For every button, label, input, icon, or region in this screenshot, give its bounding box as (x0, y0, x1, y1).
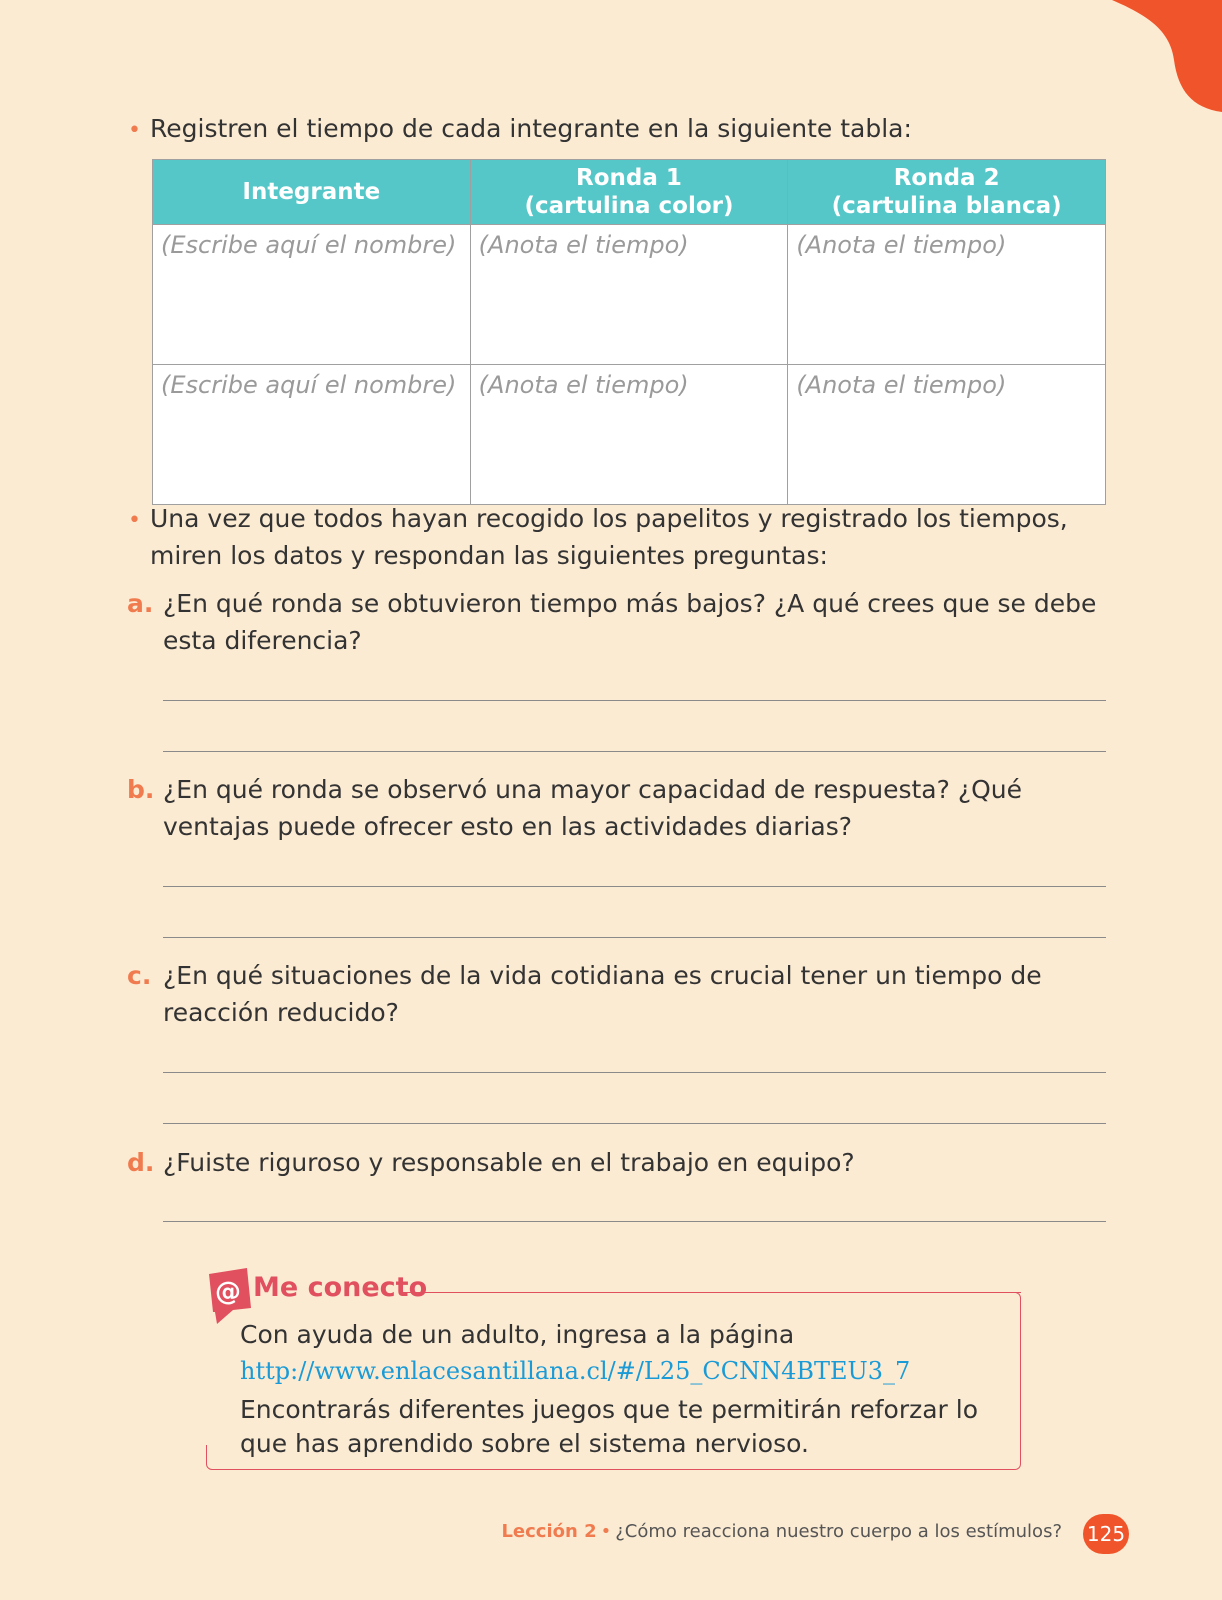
page-footer (501, 1521, 1062, 1542)
answer-line[interactable] (163, 1123, 1106, 1124)
question-c (127, 957, 1107, 1031)
header-ronda-2: Ronda 2 (cartulina blanca) (788, 160, 1106, 225)
connect-instruction: Con ayuda de un adulto, ingresa a la página (240, 1320, 795, 1349)
question-a (127, 585, 1107, 659)
box-top-border (403, 1292, 1021, 1293)
instruction-bullet-2 (128, 500, 1108, 574)
question-text: ¿En qué situaciones de la vida cotidiana es crucial tener un tiempo de reacción reducido? (163, 961, 1042, 1027)
me-conecto-title: Me conecto (253, 1272, 428, 1303)
corner-decoration (1112, 0, 1222, 115)
times-table (152, 159, 1106, 505)
table-row (153, 365, 1106, 505)
answer-line[interactable] (163, 700, 1106, 701)
answer-line[interactable] (163, 937, 1106, 938)
connect-description: Encontrarás diferentes juegos que te permitirán reforzar lo que has aprendido sobre el sistema nervioso. (240, 1395, 979, 1458)
header-ronda-1: Ronda 1 (cartulina color) (470, 160, 788, 225)
bullet-dot: • (128, 508, 141, 533)
svg-text:@: @ (215, 1277, 241, 1307)
bullet-dot: • (128, 118, 141, 143)
question-text: ¿Fuiste riguroso y responsable en el trabajo en equipo? (163, 1148, 855, 1177)
connect-link[interactable]: http://www.enlacesantillana.cl/#/L25_CCNN4BTEU3_7 (240, 1357, 911, 1385)
name-cell[interactable]: (Escribe aquí el nombre) (153, 365, 471, 505)
header-integrante: Integrante (153, 160, 471, 225)
page-number: 125 (1083, 1514, 1129, 1554)
question-text: ¿En qué ronda se obtuvieron tiempo más bajos? ¿A qué crees que se debe esta diferencia? (163, 589, 1097, 655)
instruction-bullet-1 (128, 110, 1108, 149)
question-letter: a. (127, 589, 154, 618)
question-letter: b. (127, 775, 155, 804)
time-cell[interactable]: (Anota el tiempo) (470, 225, 788, 365)
footer-separator: • (600, 1521, 612, 1542)
question-b (127, 771, 1107, 845)
question-d (127, 1144, 1107, 1181)
instruction-text: Una vez que todos hayan recogido los papelitos y registrado los tiempos, miren los datos y respondan las siguientes preguntas: (150, 504, 1068, 570)
answer-line[interactable] (163, 886, 1106, 887)
at-sign-icon (205, 1268, 251, 1324)
time-cell[interactable]: (Anota el tiempo) (788, 365, 1106, 505)
lesson-title: ¿Cómo reacciona nuestro cuerpo a los estímulos? (615, 1521, 1062, 1542)
time-cell[interactable]: (Anota el tiempo) (788, 225, 1106, 365)
answer-line[interactable] (163, 751, 1106, 752)
answer-line[interactable] (163, 1072, 1106, 1073)
table-row (153, 225, 1106, 365)
answer-line[interactable] (163, 1221, 1106, 1222)
name-cell[interactable]: (Escribe aquí el nombre) (153, 225, 471, 365)
question-text: ¿En qué ronda se observó una mayor capacidad de respuesta? ¿Qué ventajas puede ofrecer esto en las actividades diarias? (163, 775, 1022, 841)
question-letter: c. (127, 961, 152, 990)
instruction-text: Registren el tiempo de cada integrante en la siguiente tabla: (150, 114, 912, 143)
lesson-label: Lección 2 (501, 1521, 597, 1542)
question-letter: d. (127, 1148, 155, 1177)
table-header-row (153, 160, 1106, 225)
time-cell[interactable]: (Anota el tiempo) (470, 365, 788, 505)
